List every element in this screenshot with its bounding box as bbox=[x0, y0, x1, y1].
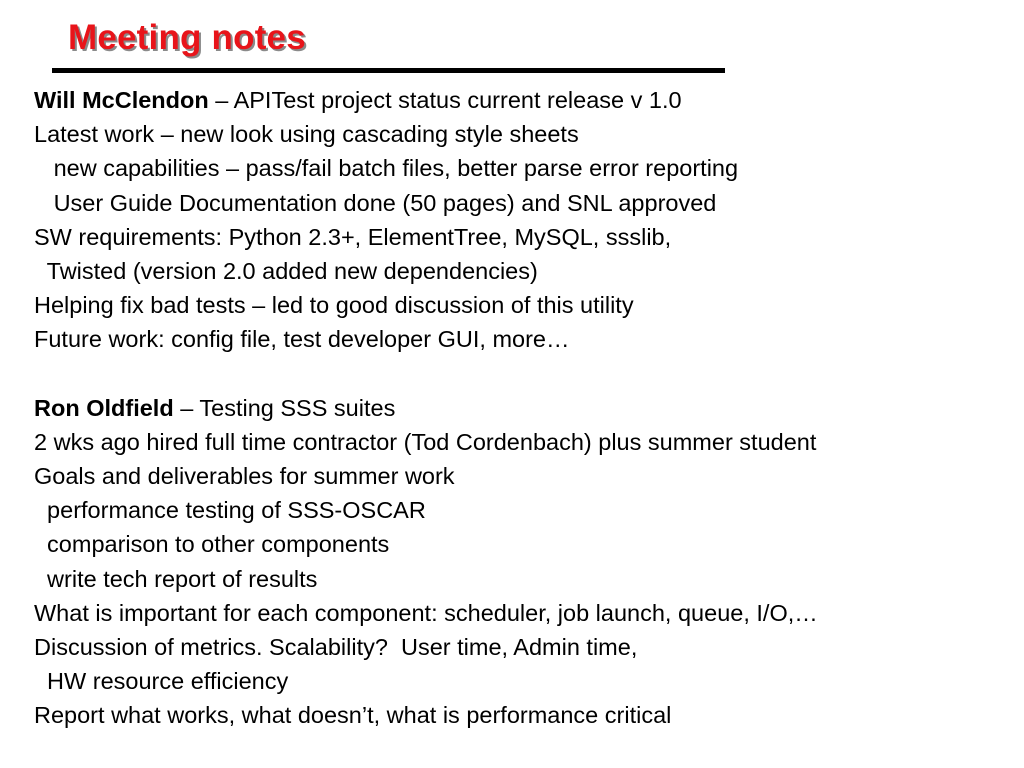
note-line bbox=[34, 322, 1019, 356]
note-line bbox=[34, 83, 1019, 117]
note-line bbox=[34, 186, 1019, 220]
note-text: Latest work – new look using cascading style sheets bbox=[34, 121, 579, 148]
note-line bbox=[34, 527, 1019, 561]
note-line bbox=[34, 493, 1019, 527]
note-text: SW requirements: Python 2.3+, ElementTree, MySQL, ssslib, bbox=[34, 223, 672, 250]
note-text: Report what works, what doesn’t, what is performance critical bbox=[34, 702, 672, 729]
note-text: 2 wks ago hired full time contractor (Tod Cordenbach) plus summer student bbox=[34, 428, 817, 455]
note-text: comparison to other components bbox=[34, 531, 390, 558]
note-line bbox=[34, 254, 1019, 288]
note-text: – APITest project status current release v 1.0 bbox=[208, 87, 682, 113]
note-text: Goals and deliverables for summer work bbox=[34, 463, 455, 490]
note-line bbox=[34, 596, 1019, 630]
blank-line bbox=[34, 357, 1019, 391]
notes-body bbox=[34, 83, 1019, 733]
speaker-name: Ron Oldfield bbox=[34, 394, 174, 421]
note-text: Future work: config file, test developer GUI, more… bbox=[34, 326, 570, 353]
note-text: Twisted (version 2.0 added new dependencies) bbox=[34, 257, 538, 284]
title-underline bbox=[52, 68, 725, 73]
note-text: User Guide Documentation done (50 pages) and SNL approved bbox=[34, 189, 717, 216]
note-text: performance testing of SSS-OSCAR bbox=[34, 497, 426, 524]
note-line bbox=[34, 288, 1019, 322]
note-text: – Testing SSS suites bbox=[173, 394, 396, 421]
note-text: new capabilities – pass/fail batch files, better parse error reporting bbox=[34, 155, 739, 182]
note-line bbox=[34, 562, 1019, 596]
note-text: write tech report of results bbox=[34, 565, 318, 592]
note-line bbox=[34, 459, 1019, 493]
note-line bbox=[34, 391, 1019, 425]
speaker-name: Will McClendon bbox=[34, 87, 209, 113]
note-line bbox=[34, 151, 1019, 185]
note-line bbox=[34, 117, 1019, 151]
note-text: What is important for each component: scheduler, job launch, queue, I/O,… bbox=[34, 599, 818, 626]
note-line bbox=[34, 698, 1019, 732]
note-line bbox=[34, 630, 1019, 664]
page-title: Meeting notes bbox=[68, 18, 306, 57]
note-line bbox=[34, 220, 1019, 254]
note-line bbox=[34, 664, 1019, 698]
note-line bbox=[34, 425, 1019, 459]
note-text: HW resource efficiency bbox=[34, 668, 289, 695]
note-text: Helping fix bad tests – led to good discussion of this utility bbox=[34, 292, 634, 319]
note-text: Discussion of metrics. Scalability? User time, Admin time, bbox=[34, 634, 638, 660]
